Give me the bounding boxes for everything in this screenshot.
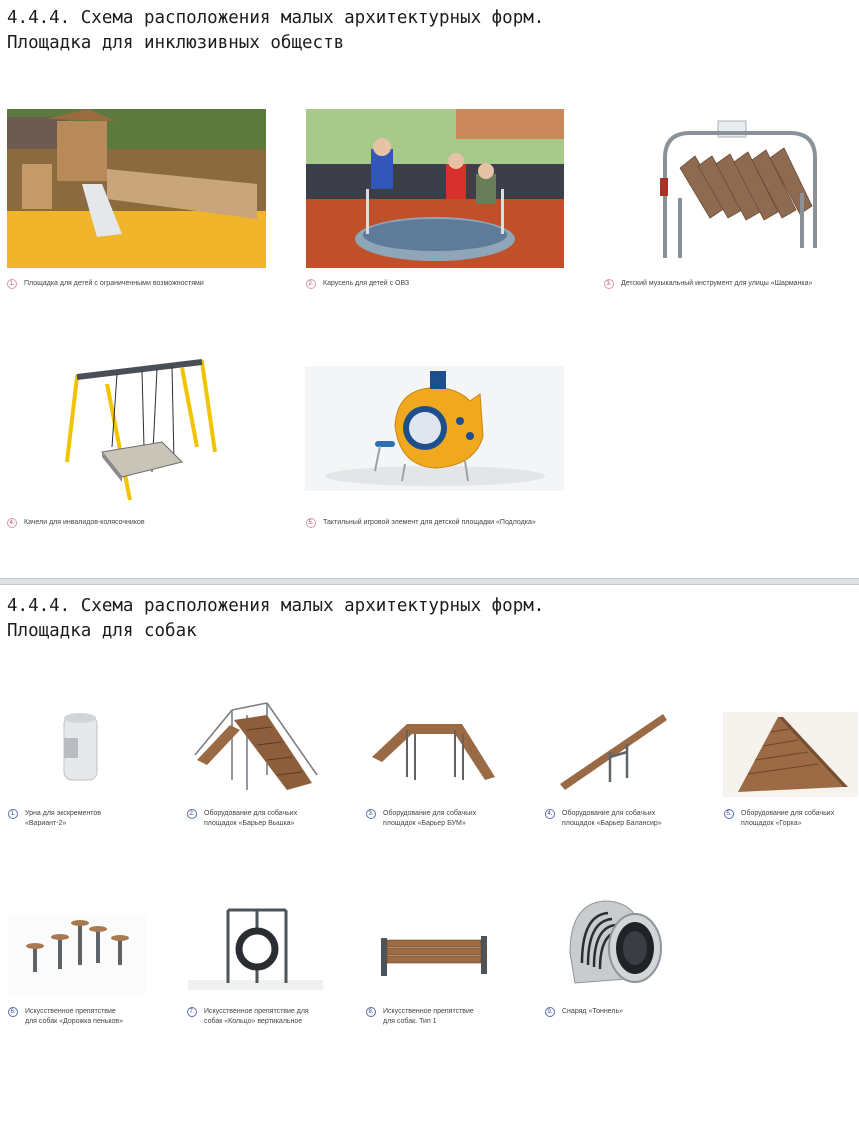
item-number-badge: 3.	[366, 809, 376, 819]
waste-bin-image	[58, 710, 103, 785]
section1-title-line1: 4.4.4. Схема расположения малых архитектурных форм.	[7, 8, 545, 28]
section2-title-line2: Площадка для собак	[7, 621, 197, 641]
item-number-badge: 1.	[8, 809, 18, 819]
caption-waste-bin: Урна для экскрементов «Вариант-2»	[25, 810, 102, 827]
item-number-badge: 5.	[306, 518, 316, 528]
accessible-playground-photo	[7, 109, 266, 268]
caption-xylophone: Детский музыкальный инструмент для улицы «Шарманка»	[621, 280, 813, 287]
item-number-badge: 5.	[724, 809, 734, 819]
item-number-badge: 8.	[366, 1007, 376, 1017]
item-number-badge: 3.	[604, 279, 614, 289]
caption-tower-barrier: Оборудование для собачьих площадок «Барьер Вышка»	[204, 810, 298, 827]
item-number-badge: 2.	[187, 809, 197, 819]
carousel-photo	[306, 109, 564, 268]
caption-fence-obstacle: Искусственное препятствие для собак. Тип 1	[383, 1008, 474, 1025]
caption-stump-path: Искусственное препятствие для собак «Дорожка пеньков»	[25, 1008, 124, 1025]
xylophone-instrument-image	[650, 118, 830, 263]
item-number-badge: 6.	[8, 1007, 18, 1017]
caption-submarine: Тактильный игровой элемент для детской площадки «Подлодка»	[323, 519, 536, 526]
stump-path-image	[8, 915, 146, 995]
section2-title-line1: 4.4.4. Схема расположения малых архитектурных форм.	[7, 596, 545, 616]
caption-carousel: Карусель для детей с ОВЗ	[323, 280, 410, 287]
fence-obstacle-image	[366, 930, 496, 980]
item-number-badge: 4.	[545, 809, 555, 819]
balance-barrier-image	[555, 712, 683, 792]
boom-barrier-image	[367, 712, 497, 792]
item-number-badge: 9.	[545, 1007, 555, 1017]
caption-wheelchair-swing: Качели для инвалидов-колясочников	[24, 519, 145, 526]
section1-title-line2: Площадка для инклюзивных обществ	[7, 33, 345, 53]
caption-a-frame-slide: Оборудование для собачьих площадок «Горка»	[741, 810, 835, 827]
tunnel-image	[560, 893, 665, 993]
ring-obstacle-image	[188, 905, 323, 990]
caption-tunnel: Снаряд «Тоннель»	[562, 1008, 623, 1015]
section-divider	[0, 578, 859, 585]
item-number-badge: 1.	[7, 279, 17, 289]
wheelchair-swing-image	[62, 352, 217, 502]
caption-accessible-playground: Площадка для детей с ограниченными возможностями	[24, 280, 204, 287]
submarine-play-element-image	[305, 366, 564, 491]
item-number-badge: 2.	[306, 279, 316, 289]
item-number-badge: 7.	[187, 1007, 197, 1017]
a-frame-slide-image	[723, 712, 858, 797]
caption-balance-barrier: Оборудование для собачьих площадок «Барьер Балансир»	[562, 810, 662, 827]
tower-barrier-image	[192, 695, 320, 793]
caption-ring-obstacle: Искусственное препятствие для собак «Кольцо» вертикальное	[204, 1008, 309, 1025]
item-number-badge: 4.	[7, 518, 17, 528]
caption-boom-barrier: Оборудование для собачьих площадок «Барьер БУМ»	[383, 810, 477, 827]
